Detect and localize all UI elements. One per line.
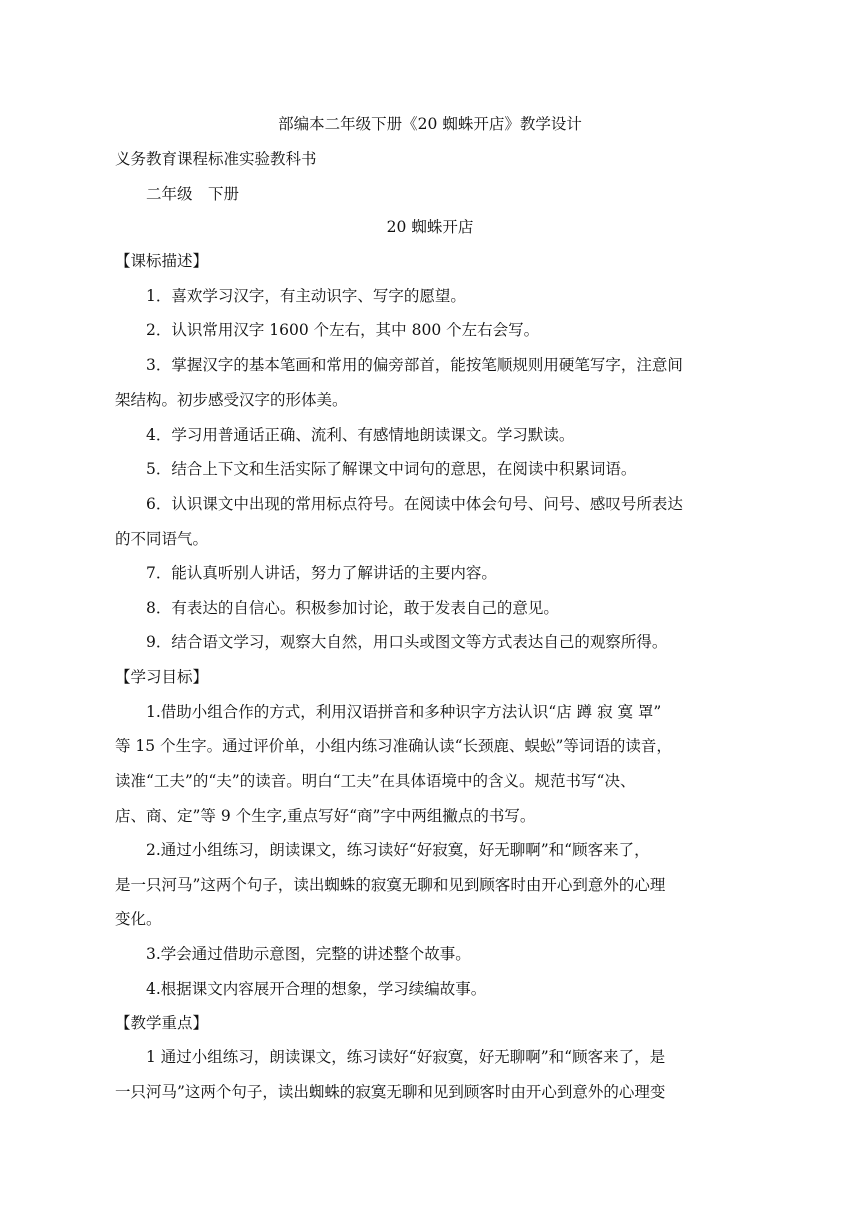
- objective-item-continued: 等 15 个生字。通过评价单，小组内练习准确认读“长颈鹿、蜈蚣”等词语的读音，: [115, 737, 672, 755]
- objective-item-continued: 变化。: [115, 910, 162, 928]
- curriculum-item: 8．有表达的自信心。积极参加讨论，敢于发表自己的意见。: [146, 599, 559, 617]
- curriculum-item-continued: 的不同语气。: [115, 530, 209, 548]
- curriculum-item: 7．能认真听别人讲话，努力了解讲话的主要内容。: [146, 564, 497, 582]
- curriculum-item: 2．认识常用汉字 1600 个左右，其中 800 个左右会写。: [146, 321, 540, 339]
- objective-item: 2.通过小组练习，朗读课文，练习读好“好寂寞，好无聊啊”和“顾客来了，: [146, 841, 650, 859]
- objective-item: 1.借助小组合作的方式，利用汉语拼音和多种识字方法认识“店 蹲 寂 寞 罩”: [146, 703, 662, 721]
- textbook-name: 义务教育课程标准实验教科书: [115, 150, 317, 168]
- curriculum-item: 4．学习用普通话正确、流利、有感情地朗读课文。学习默读。: [146, 426, 575, 444]
- key-point-item-continued: 一只河马”这两个句子，读出蜘蛛的寂寞无聊和见到顾客时由开心到意外的心理变: [115, 1083, 666, 1101]
- objective-item-continued: 是一只河马”这两个句子，读出蜘蛛的寂寞无聊和见到顾客时由开心到意外的心理: [115, 876, 666, 894]
- document-title: 部编本二年级下册《20 蜘蛛开店》教学设计: [278, 115, 582, 133]
- curriculum-item: 6．认识课文中出现的常用标点符号。在阅读中体会句号、问号、感叹号所表达: [146, 495, 683, 513]
- curriculum-item: 3．掌握汉字的基本笔画和常用的偏旁部首，能按笔顺规则用硬笔写字，注意间: [146, 356, 683, 374]
- section-heading-key-points: 【教学重点】: [115, 1014, 209, 1032]
- objective-item-continued: 店、商、定”等 9 个生字,重点写好“商”字中两组撇点的书写。: [115, 807, 536, 825]
- curriculum-item: 9．结合语文学习，观察大自然，用口头或图文等方式表达自己的观察所得。: [146, 633, 668, 651]
- curriculum-item: 5．结合上下文和生活实际了解课文中词句的意思，在阅读中积累词语。: [146, 460, 637, 478]
- section-heading-objectives: 【学习目标】: [115, 668, 209, 686]
- section-heading-curriculum: 【课标描述】: [115, 252, 209, 270]
- grade-label: 二年级 下册: [146, 185, 240, 203]
- curriculum-item-continued: 架结构。初步感受汉字的形体美。: [115, 391, 348, 409]
- key-point-item: 1 通过小组练习，朗读课文，练习读好“好寂寞，好无聊啊”和“顾客来了，是: [146, 1048, 666, 1066]
- curriculum-item: 1．喜欢学习汉字，有主动识字、写字的愿望。: [146, 287, 466, 305]
- lesson-title: 20 蜘蛛开店: [386, 218, 474, 236]
- objective-item-continued: 读准“工夫”的“夫”的读音。明白“工夫”在具体语境中的含义。规范书写“决、: [115, 772, 636, 790]
- objective-item: 3.学会通过借助示意图，完整的讲述整个故事。: [146, 945, 471, 963]
- objective-item: 4.根据课文内容展开合理的想象，学习续编故事。: [146, 980, 487, 998]
